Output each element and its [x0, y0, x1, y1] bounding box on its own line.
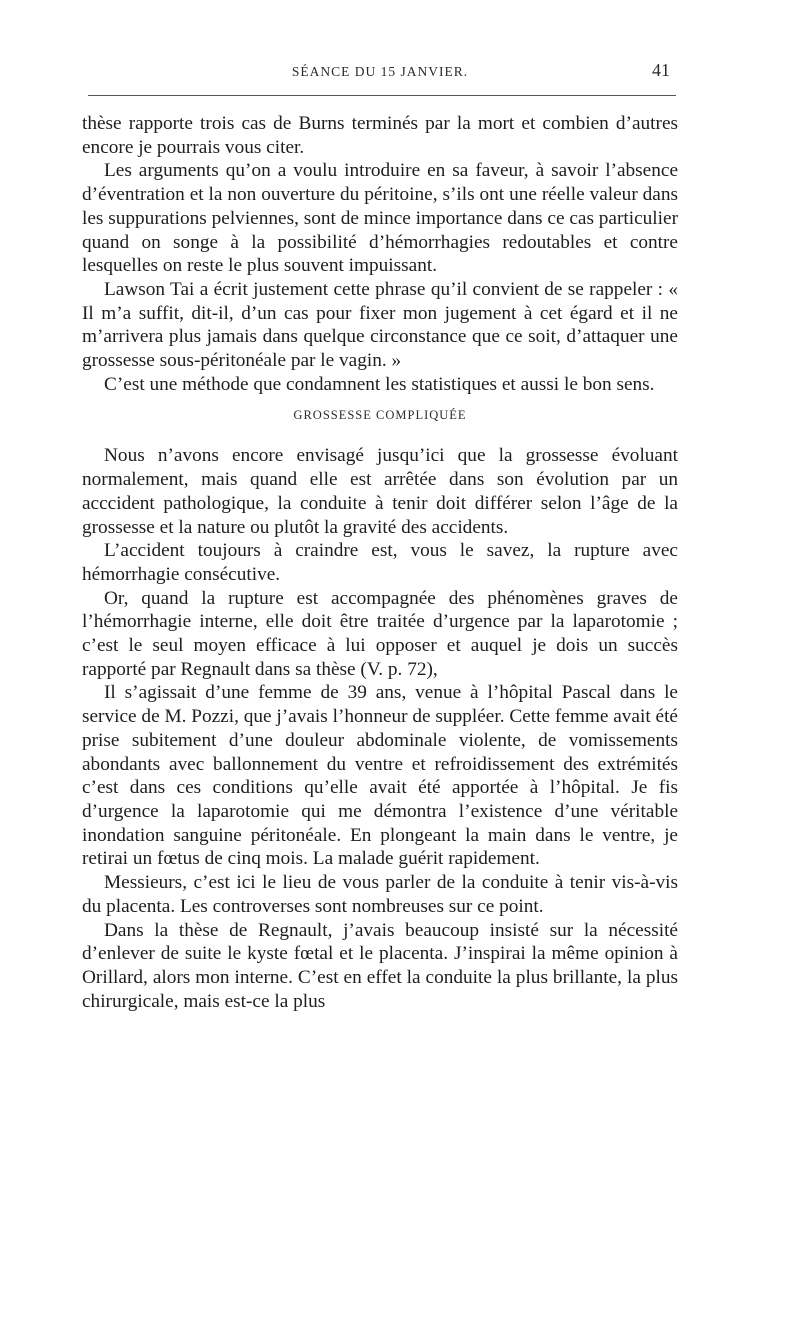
running-title: SÉANCE DU 15 JANVIER.: [291, 64, 469, 79]
header-rule: [88, 95, 676, 96]
page-number: 41: [652, 60, 670, 80]
paragraph: Dans la thèse de Regnault, j’avais beaucoup insisté sur la nécessité d’enlever de suite le kyste fœtal et le placenta. J’inspirai la même opinion à Orillard, alors mon interne. C’est en effet la conduite la plus brillante, la plus chirurgicale, mais est-ce la plus: [82, 919, 678, 1012]
paragraph: Nous n’avons encore envisagé jusqu’ici que la grossesse évoluant normalement, mais quand elle est arrêtée dans son évolution par un acccident pathologique, la conduite à tenir doit différer selon l’âge de la grossesse et la nature ou plutôt la gravité des accidents.: [82, 445, 678, 538]
section-heading: GROSSESSE COMPLIQUÉE: [293, 408, 467, 423]
paragraph: L’accident toujours à craindre est, vous le savez, la rupture avec hémorrhagie consécutive.: [82, 540, 678, 585]
page-header: [82, 60, 678, 90]
body-text: [82, 112, 678, 1013]
paragraph: Il s’agissait d’une femme de 39 ans, venue à l’hôpital Pascal dans le service de M. Pozzi, que j’avais l’honneur de suppléer. Cette femme avait été prise subitement d’une douleur abdominale violente, de vomissements abondants avec ballonnement du ventre et refroidissement des extrémités c’est dans ces conditions qu’elle avait été apportée à l’hôpital. Je fis d’urgence la laparotomie qui me démontra l’existence d’une véritable inondation sanguine péritonéale. En plongeant la main dans le ventre, je retirai un fœtus de cinq mois. La malade guérit rapidement.: [82, 682, 678, 870]
paragraph: Lawson Tai a écrit justement cette phrase qu’il convient de se rappeler : « Il m’a suffit, dit-il, d’un cas pour fixer mon jugement à cet égard et il ne m’arrivera plus jamais dans quelque circonstance que ce soit, d’attaquer une grossesse sous-péritonéale par le vagin. »: [82, 278, 678, 372]
paragraph: Messieurs, c’est ici le lieu de vous parler de la conduite à tenir vis-à-vis du placenta. Les controverses sont nombreuses sur ce point.: [82, 872, 678, 917]
paragraph: Or, quand la rupture est accompagnée des phénomènes graves de l’hémorrhagie interne, elle doit être traitée d’urgence par la laparotomie ; c’est le seul moyen efficace à lui opposer et auquel je dois un succès rapporté par Regnault dans sa thèse (V. p. 72),: [82, 587, 678, 680]
paragraph: thèse rapporte trois cas de Burns terminés par la mort et combien d’autres encore je pourrais vous citer.: [82, 113, 678, 158]
paragraph: Les arguments qu’on a voulu introduire en sa faveur, à savoir l’absence d’éventration et la non ouverture du péritoine, s’ils ont une réelle valeur dans les suppurations pelviennes, sont de mince importance dans ce cas particulier quand on songe à la possibilité d’hémorrhagies redoutables et contre lesquelles on reste le plus souvent impuissant.: [82, 160, 678, 277]
paragraph: C’est une méthode que condamnent les statistiques et aussi le bon sens.: [104, 373, 655, 395]
